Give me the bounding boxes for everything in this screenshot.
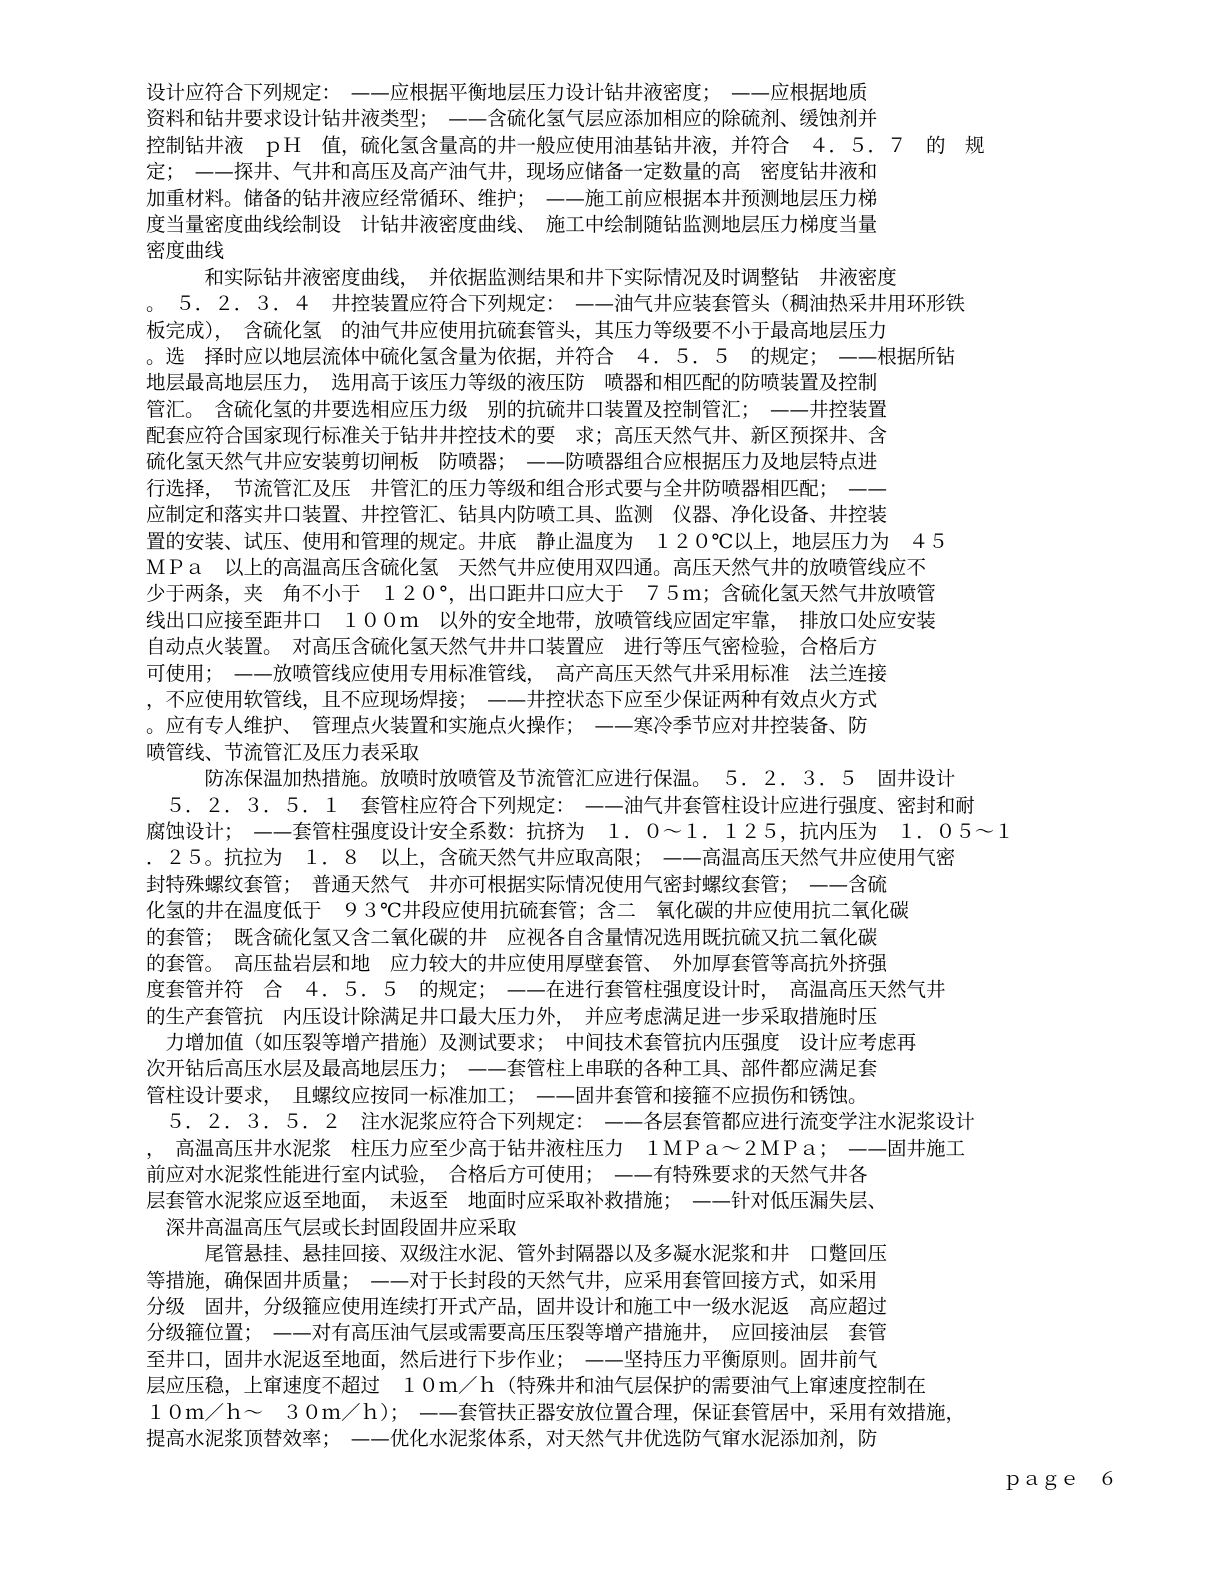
text-line: 行选择， 节流管汇及压 井管汇的压力等级和组合形式要与全井防喷器相匹配； —— xyxy=(146,476,888,500)
text-line: 度套管并符 合 ４．５．５ 的规定； ——在进行套管柱强度设计时， 高温高压天然气井 xyxy=(146,978,946,1002)
text-line: 控制钻井液 ｐＨ 值，硫化氢含量高的井一般应使用油基钻井液，并符合 ４．５．７ 的 规 xyxy=(146,133,985,157)
text-line: 应制定和落实井口装置、井控管汇、钻具内防喷工具、监测 仪器、净化设备、井控装 xyxy=(146,503,888,527)
text-line: 力增加值（如压裂等增产措施）及测试要求； 中间技术套管抗内压强度 设计应考虑再 xyxy=(146,1031,917,1055)
text-line: 腐蚀设计； ——套管柱强度设计安全系数：抗挤为 １．０～１．１２５，抗内压为 １．０５～１ xyxy=(146,819,1014,843)
text-line: 。选 择时应以地层流体中硫化氢含量为依据，并符合 ４．５．５ 的规定； ——根据所钻 xyxy=(146,344,956,368)
text-line: 化氢的井在温度低于 ９３℃井段应使用抗硫套管；含二 氧化碳的井应使用抗二氧化碳 xyxy=(146,899,909,923)
text-line: 深井高温高压气层或长封固段固井应采取 xyxy=(146,1215,517,1239)
text-line: 层应压稳，上窜速度不超过 １０ｍ／ｈ（特殊井和油气层保护的需要油气上窜速度控制在 xyxy=(146,1374,927,1398)
text-line: 管汇。 含硫化氢的井要选相应压力级 别的抗硫井口装置及控制管汇； ——井控装置 xyxy=(146,397,888,421)
text-line: 密度曲线 xyxy=(146,239,225,263)
text-line: 的生产套管抗 内压设计除满足井口最大压力外， 并应考虑满足进一步采取措施时压 xyxy=(146,1004,878,1028)
text-line: 定； ——探井、气井和高压及高产油气井，现场应储备一定数量的高 密度钻井液和 xyxy=(146,160,878,184)
text-line: 的套管； 既含硫化氢又含二氧化碳的井 应视各自含量情况选用既抗硫又抗二氧化碳 xyxy=(146,925,878,949)
text-line: 防冻保温加热措施。放喷时放喷管及节流管汇应进行保温。 ５．２．３．５ 固井设计 xyxy=(146,767,956,791)
text-line: 。应有专人维护、 管理点火装置和实施点火操作； ——寒冷季节应对井控装备、防 xyxy=(146,714,868,738)
page-number: ｐａｇｅ ６ xyxy=(1003,1468,1118,1490)
text-line: ， 高温高压井水泥浆 柱压力应至少高于钻井液柱压力 １ＭＰａ～２ＭＰａ； ——固井施工 xyxy=(146,1136,966,1160)
text-line: 。 ５．２．３．４ 井控装置应符合下列规定： ——油气井应装套管头（稠油热采井用环形铁 xyxy=(146,292,966,316)
text-line: 配套应符合国家现行标准关于钻井井控技术的要 求；高压天然气井、新区预探井、含 xyxy=(146,424,888,448)
text-line: 板完成）， 含硫化氢 的油气井应使用抗硫套管头，其压力等级要不小于最高地层压力 xyxy=(146,318,888,342)
text-line: 次开钻后高压水层及最高地层压力； ——套管柱上串联的各种工具、部件都应满足套 xyxy=(146,1057,878,1081)
text-line: 喷管线、节流管汇及压力表采取 xyxy=(146,740,420,764)
text-line: 等措施，确保固井质量； ——对于长封段的天然气井，应采用套管回接方式，如采用 xyxy=(146,1268,878,1292)
text-line: ．２５。抗拉为 １．８ 以上，含硫天然气井应取高限； ——高温高压天然气井应使用气密 xyxy=(146,846,956,870)
text-line: ＭＰａ 以上的高温高压含硫化氢 天然气井应使用双四通。高压天然气井的放喷管线应不 xyxy=(146,556,927,580)
text-line: 加重材料。储备的钻井液应经常循环、维护； ——施工前应根据本井预测地层压力梯 xyxy=(146,186,878,210)
text-line: 前应对水泥浆性能进行室内试验， 合格后方可使用； ——有特殊要求的天然气井各 xyxy=(146,1163,868,1187)
text-line: 提高水泥浆顶替效率； ——优化水泥浆体系，对天然气井优选防气窜水泥添加剂，防 xyxy=(146,1426,878,1450)
text-line: 分级箍位置； ——对有高压油气层或需要高压压裂等增产措施井， 应回接油层 套管 xyxy=(146,1321,888,1345)
text-line: 的套管。 高压盐岩层和地 应力较大的井应使用厚壁套管、 外加厚套管等高抗外挤强 xyxy=(146,951,888,975)
document-body xyxy=(146,80,1176,1452)
text-line: 至井口，固井水泥返至地面，然后进行下步作业； ——坚持压力平衡原则。固井前气 xyxy=(146,1347,878,1371)
text-line: 分级 固井，分级箍应使用连续打开式产品，固井设计和施工中一级水泥返 高应超过 xyxy=(146,1294,888,1318)
text-line: 置的安装、试压、使用和管理的规定。井底 静止温度为 １２０℃以上，地层压力为 ４５ xyxy=(146,529,948,553)
text-line: 可使用； ——放喷管线应使用专用标准管线， 高产高压天然气井采用标准 法兰连接 xyxy=(146,661,888,685)
text-line: 资料和钻井要求设计钻井液类型； ——含硫化氢气层应添加相应的除硫剂、缓蚀剂并 xyxy=(146,107,878,131)
text-line: 尾管悬挂、悬挂回接、双级注水泥、管外封隔器以及多凝水泥浆和井 口蹩回压 xyxy=(146,1242,888,1266)
text-line: ５．２．３．５．１ 套管柱应符合下列规定： ——油气井套管柱设计应进行强度、密封和耐 xyxy=(146,793,975,817)
text-line: 层套管水泥浆应返至地面， 未返至 地面时应采取补救措施； ——针对低压漏失层、 xyxy=(146,1189,888,1213)
text-line: 度当量密度曲线绘制设 计钻井液密度曲线、 施工中绘制随钻监测地层压力梯度当量 xyxy=(146,212,878,236)
text-line: 管柱设计要求， 且螺纹应按同一标准加工； ——固井套管和接箍不应损伤和锈蚀。 xyxy=(146,1083,868,1107)
text-line: 线出口应接至距井口 １００ｍ 以外的安全地带，放喷管线应固定牢靠， 排放口处应安装 xyxy=(146,608,936,632)
text-line: １０ｍ／ｈ～ ３０ｍ／ｈ）； ——套管扶正器安放位置合理，保证套管居中，采用有效措施， xyxy=(146,1400,966,1424)
text-line: ，不应使用软管线，且不应现场焊接； ——井控状态下应至少保证两种有效点火方式 xyxy=(146,687,878,711)
text-line: 封特殊螺纹套管； 普通天然气 井亦可根据实际情况使用气密封螺纹套管； ——含硫 xyxy=(146,872,888,896)
text-line: 少于两条，夹 角不小于 １２０°，出口距井口应大于 ７５ｍ；含硫化氢天然气井放喷管 xyxy=(146,582,936,606)
text-line: 地层最高地层压力， 选用高于该压力等级的液压防 喷器和相匹配的防喷装置及控制 xyxy=(146,371,878,395)
text-line: 设计应符合下列规定： ——应根据平衡地层压力设计钻井液密度； ——应根据地质 xyxy=(146,81,868,104)
text-line: 自动点火装置。 对高压含硫化氢天然气井井口装置应 进行等压气密检验，合格后方 xyxy=(146,635,878,659)
text-line: 和实际钻井液密度曲线， 并依据监测结果和井下实际情况及时调整钻 井液密度 xyxy=(146,265,897,289)
text-line: ５．２．３．５．２ 注水泥浆应符合下列规定： ——各层套管都应进行流变学注水泥浆设计 xyxy=(146,1110,975,1134)
text-line: 硫化氢天然气井应安装剪切闸板 防喷器； ——防喷器组合应根据压力及地层特点进 xyxy=(146,450,878,474)
